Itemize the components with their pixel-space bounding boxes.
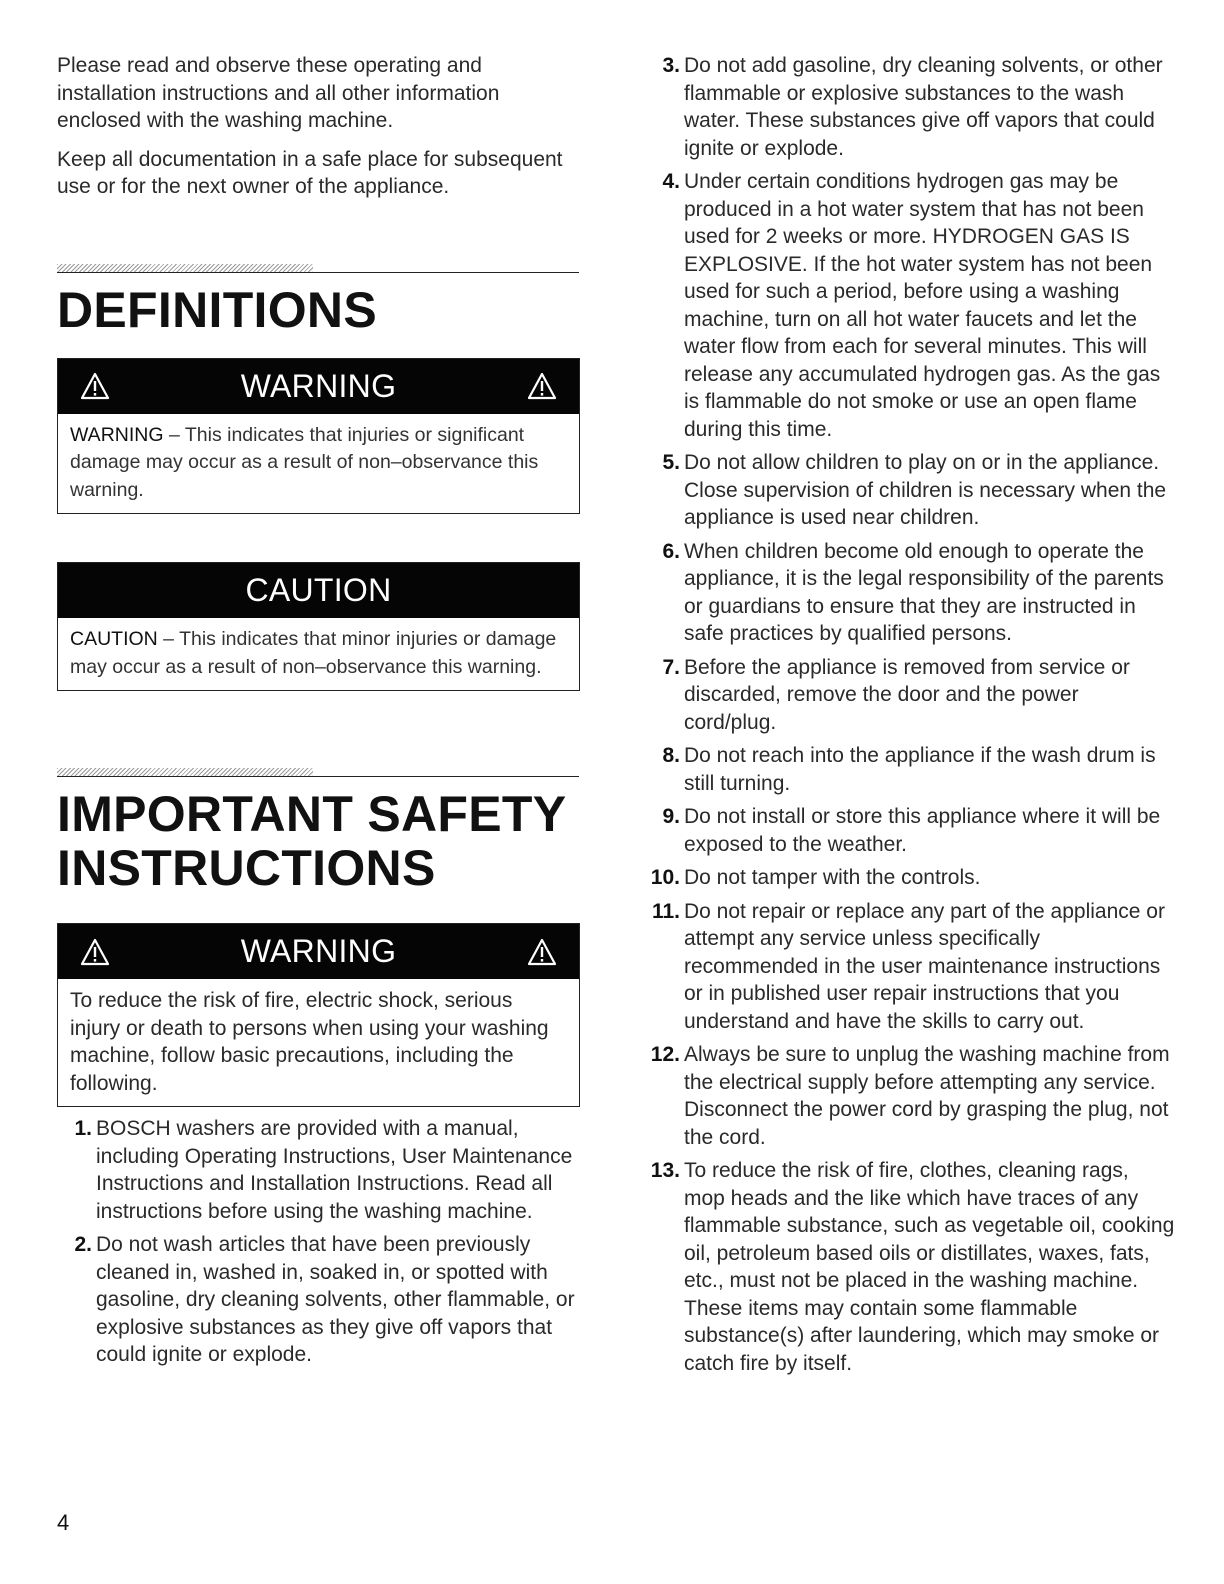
list-item [645,898,1175,1036]
warning-triangle-icon [527,938,557,966]
item-text: Do not tamper with the controls. [684,866,981,889]
item-text: Do not allow children to play on or in the appliance. Close supervision of children is necessary when the appliance is used near children. [684,451,1167,529]
caution-definition-text: – This indicates that minor injuries or damage may occur as a result of non–observance this warning. [70,628,557,678]
warning-triangle-icon [527,372,557,400]
safety-list-left [57,1115,581,1369]
intro-paragraph: Keep all documentation in a safe place for subsequent use or for the next owner of the appliance. [57,147,563,198]
list-item [645,1157,1175,1377]
item-number: 11. [651,899,680,923]
intro [57,52,581,201]
item-text: Under certain conditions hydrogen gas may be produced in a hot water system that has not been used for 2 weeks or more. HYDROGEN GAS IS EXPLOSIVE. If the hot water system has not been used for such a period, before using a washing machine, turn on all hot water faucets and let the water flow from each for several minutes. This will release any accumulated hydrogen gas. As the gas is flammable do not smoke or use an open flame during this time. [684,170,1161,441]
item-number: 9. [662,805,680,828]
caution-bar [58,563,579,618]
list-item [645,864,1175,892]
list-item [57,1231,581,1369]
item-text: Do not repair or replace any part of the appliance or attempt any service unless specifically recommended in the user maintenance instructions or in published user repair instructions that you understand and have the skills to carry out. [684,899,1165,1033]
list-item [645,654,1175,737]
safety-list-right [645,52,1175,1377]
caution-keyword: CAUTION [70,628,158,650]
warning-triangle-icon [80,938,110,966]
item-text: BOSCH washers are provided with a manual, including Operating Instructions, User Maintenance Instructions and Installation Instructions. Read all instructions before using the washing machine. [96,1117,573,1223]
item-text: When children become old enough to operate the appliance, it is the legal responsibility of the parents or guardians to ensure that they are instructed in safe practices by qualified persons. [684,539,1164,645]
item-number: 4. [662,170,680,193]
warning-definition-text: – This indicates that injuries or significant damage may occur as a result of non–observance this warning. [70,423,539,501]
item-text: Do not wash articles that have been previously cleaned in, washed in, soaked in, or spotted with gasoline, dry cleaning solvents, other flammable, or explosive substances as they give off vapors that could ignite or explode. [96,1233,575,1366]
warning-triangle-icon [80,372,110,400]
list-item [57,1115,581,1225]
section-divider [57,262,579,273]
definitions-title: DEFINITIONS [57,281,377,338]
right-column [645,52,1175,1383]
caution-definition [58,618,579,690]
warning-bar [58,924,579,979]
list-item [645,803,1175,858]
warning-label: WARNING [240,933,397,969]
item-number: 6. [662,539,680,563]
item-text: Do not add gasoline, dry cleaning solvents, or other flammable or explosive substances to the wash water. These substances give off vapors that could ignite or explode. [684,54,1163,160]
warning-definition [58,414,579,514]
definitions-warning-box [57,358,580,515]
list-item [645,52,1175,162]
safety-warning-text: To reduce the risk of fire, electric shock, serious injury or death to persons when using your washing machine, follow basic precautions, including the following. [70,989,549,1095]
safety-title: IMPORTANT SAFETY INSTRUCTIONS [57,786,566,896]
item-text: To reduce the risk of fire, clothes, cleaning rags, mop heads and the like which have traces of any flammable substance, such as vegetable oil, cooking oil, petroleum based oils or distillates, waxes, fats, etc., must not be placed in the washing machine. These items may contain some flammable substance(s) after laundering, which may smoke or catch fire by itself. [684,1159,1175,1375]
item-number: 7. [662,655,680,679]
item-number: 12. [650,1043,680,1066]
list-item [645,538,1175,648]
definitions-caution-box [57,562,580,691]
item-text: Always be sure to unplug the washing machine from the electrical supply before attempting any service. Disconnect the power cord by grasping the plug, not the cord. [684,1043,1170,1149]
list-item [645,168,1175,443]
caution-label: CAUTION [245,572,392,608]
item-number: 8. [662,744,680,767]
warning-bar [58,359,579,414]
item-number: 1. [74,1117,92,1140]
warning-label: WARNING [240,367,397,404]
list-item [645,1041,1175,1151]
item-number: 13. [650,1159,680,1182]
list-item [645,742,1175,797]
intro-paragraph: Please read and observe these operating and installation instructions and all other information enclosed with the washing machine. [57,54,500,132]
item-number: 10. [650,866,680,889]
safety-warning-box [57,923,580,1107]
item-text: Do not reach into the appliance if the wash drum is still turning. [684,744,1156,795]
item-number: 3. [662,54,680,77]
item-text: Do not install or store this appliance where it will be exposed to the weather. [684,805,1161,856]
section-divider [57,766,579,777]
item-text: Before the appliance is removed from service or discarded, remove the door and the power cord/plug. [684,655,1130,734]
list-item [645,449,1175,532]
item-number: 5. [662,451,680,474]
page-number: 4 [57,1510,70,1535]
left-column [57,52,581,1375]
item-number: 2. [74,1233,92,1256]
warning-keyword: WARNING [70,423,164,446]
